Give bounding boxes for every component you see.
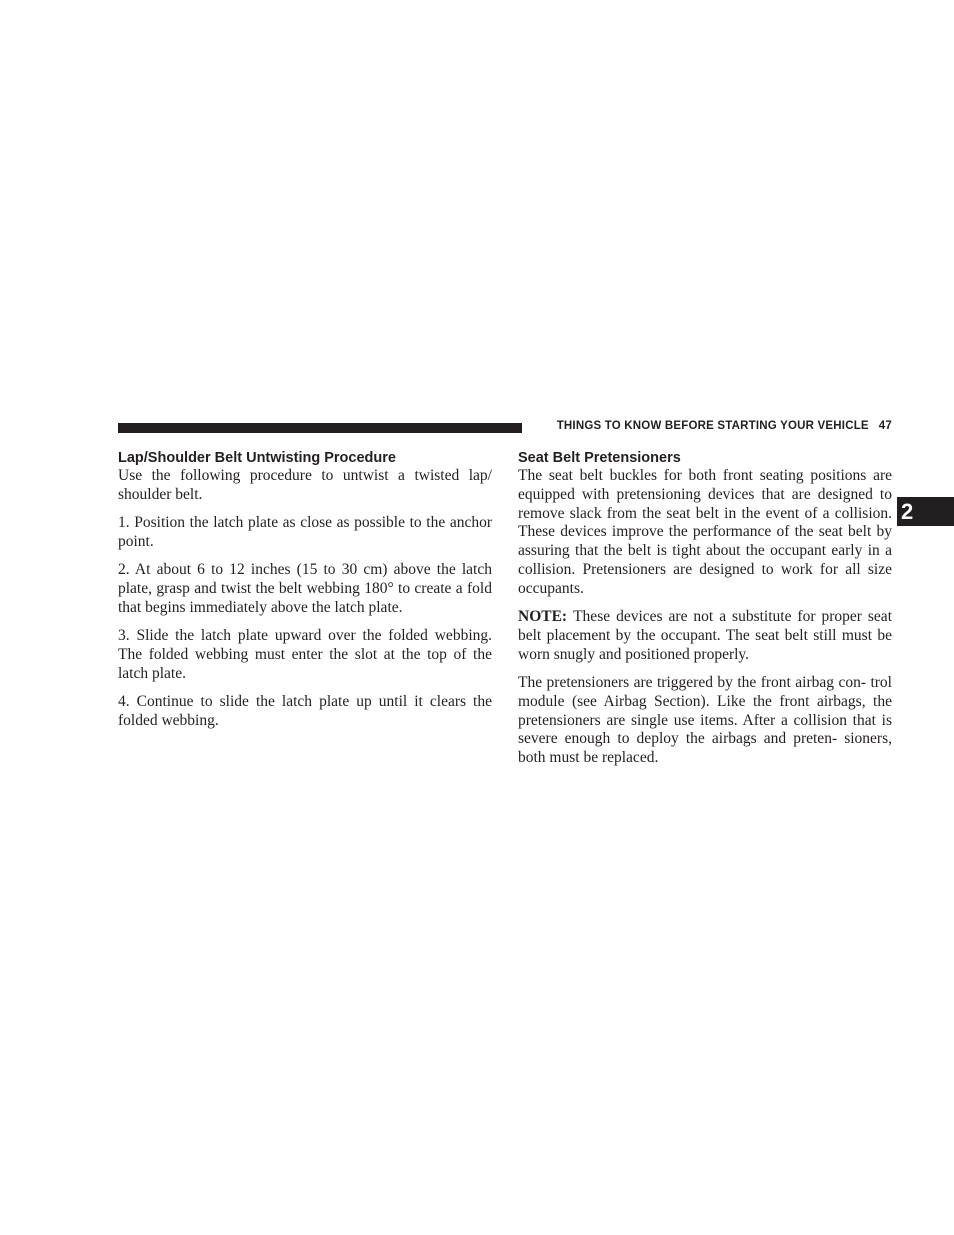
chapter-tab: 2 <box>897 497 954 526</box>
intro-paragraph: Use the following procedure to untwist a twisted lap/ shoulder belt. <box>118 467 492 503</box>
page-number: 47 <box>878 420 892 432</box>
note-label: NOTE: <box>518 608 568 626</box>
trigger-paragraph: The pretensioners are triggered by the front airbag con- trol module (see Airbag Section). Like the front airbags, the pretensioners are single use items. After a collision that is severe enough to deploy the airbags and preten- sioners, both must be replaced. <box>518 673 892 767</box>
note-text: These devices are not a substitute for proper seat belt placement by the occupant. The seat belt still must be worn snugly and positioned properly. <box>518 608 892 663</box>
untwisting-heading: Lap/Shoulder Belt Untwisting Procedure <box>118 450 396 466</box>
left-column <box>118 449 492 740</box>
note-paragraph <box>518 608 892 664</box>
step-1: 1. Position the latch plate as close as possible to the anchor point. <box>118 514 492 550</box>
step-4: 4. Continue to slide the latch plate up until it clears the folded webbing. <box>118 692 492 729</box>
right-column <box>518 449 892 777</box>
pretensioners-paragraph: The seat belt buckles for both front seating positions are equipped with pretensioning devices that are designed to remove slack from the seat belt in the event of a collision. These devices improve the performance of the seat belt by assuring that the belt is tight about the occupant early in a collision. Pretensioners are designed to work for all size occupants. <box>518 467 892 597</box>
section-title: THINGS TO KNOW BEFORE STARTING YOUR VEHICLE <box>556 420 869 432</box>
header-rule <box>118 423 522 433</box>
step-3: 3. Slide the latch plate upward over the folded webbing. The folded webbing must enter the slot at the top of the latch plate. <box>118 627 492 682</box>
step-2: 2. At about 6 to 12 inches (15 to 30 cm) above the latch plate, grasp and twist the belt webbing 180° to create a fold that begins immediately above the latch plate. <box>118 561 492 616</box>
pretensioners-heading: Seat Belt Pretensioners <box>518 450 681 466</box>
running-header <box>530 420 892 432</box>
